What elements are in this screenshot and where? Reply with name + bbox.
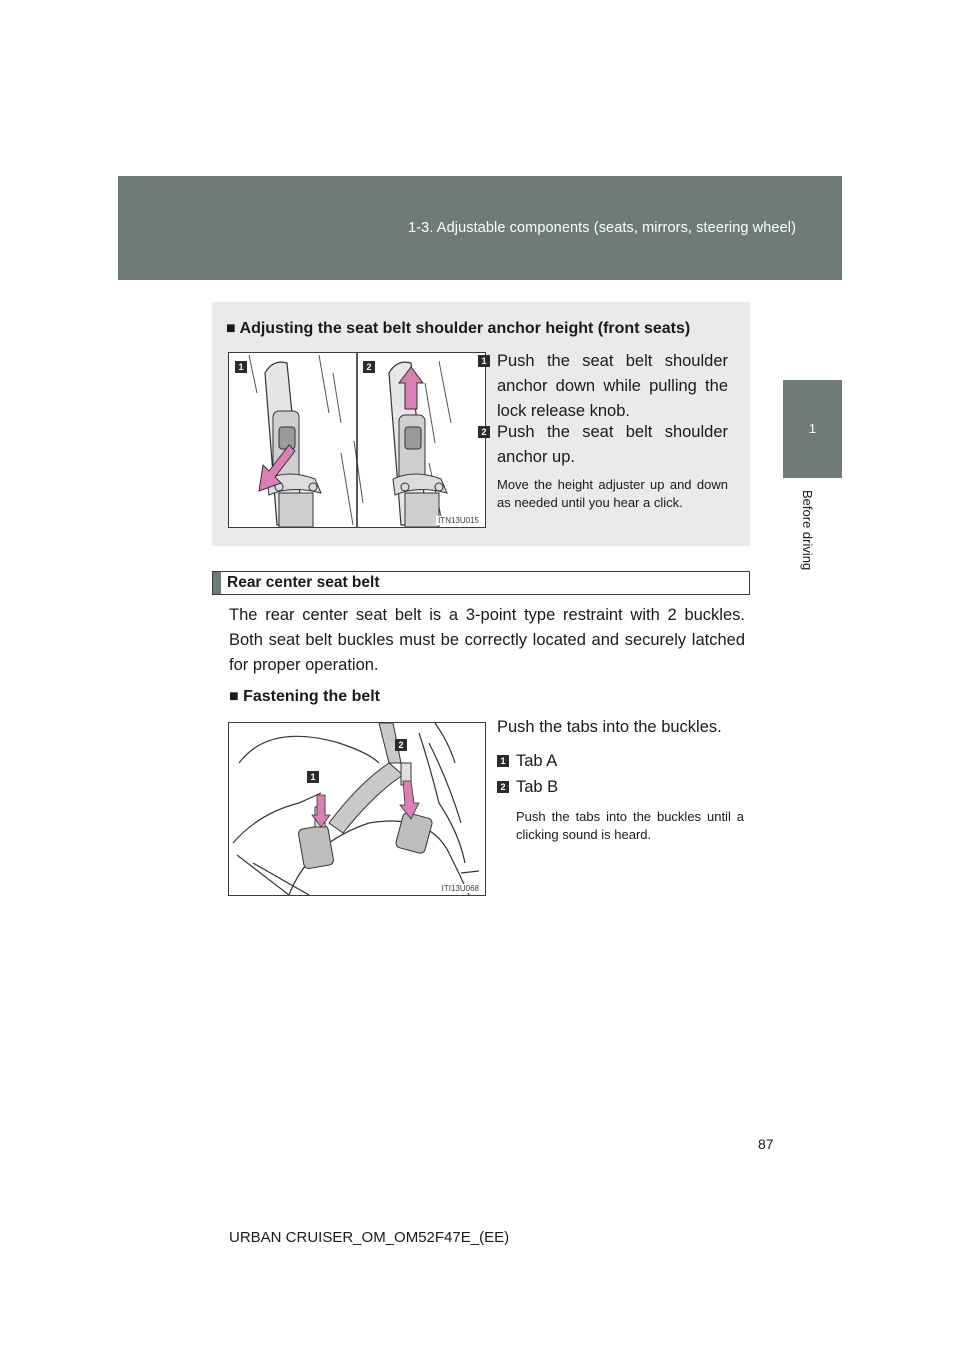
box-step-1 [481, 349, 728, 424]
box-note: Move the height adjuster up and down as needed until you hear a click. [497, 477, 728, 510]
figure-callout-1: 1 [235, 361, 247, 373]
buckle-illustration [229, 723, 485, 895]
seat-belt-anchor-illustration [229, 353, 485, 527]
item-text: Tab A [516, 752, 558, 770]
figure-callout-2: 2 [395, 739, 407, 751]
tab-item-1 [500, 749, 558, 774]
item-badge: 2 [497, 781, 509, 793]
anchor-figure [228, 352, 486, 528]
anchor-height-box [212, 302, 750, 546]
figure-callout-2: 2 [363, 361, 375, 373]
fasten-intro: Push the tabs into the buckles. [497, 718, 722, 736]
box-step-2 [481, 420, 728, 470]
box-heading: ■ Adjusting the seat belt shoulder anchor height (front seats) [226, 320, 691, 337]
chapter-label: Before driving [800, 490, 815, 571]
subheading-fastening: ■ Fastening the belt [229, 688, 381, 705]
header-band [118, 176, 842, 280]
step-badge: 1 [478, 355, 490, 367]
tab-item-2 [500, 775, 559, 800]
step-text: Push the seat belt shoulder anchor down while pulling the lock release knob. [497, 352, 728, 420]
chapter-tab[interactable]: 1 [783, 380, 842, 478]
document-code: URBAN CRUISER_OM_OM52F47E_(EE) [229, 1229, 510, 1246]
buckle-figure [228, 722, 486, 896]
figure-code: ITN13U015 [438, 516, 479, 525]
section-title-bar [212, 571, 750, 595]
item-text: Tab B [516, 778, 559, 796]
step-badge: 2 [478, 426, 490, 438]
section-title: Rear center seat belt [227, 574, 380, 591]
section-accent [213, 572, 221, 594]
breadcrumb: 1-3. Adjustable components (seats, mirrors, steering wheel) [408, 220, 796, 236]
figure-code: ITI13U068 [441, 884, 479, 893]
page-number: 87 [758, 1136, 774, 1152]
step-text: Push the seat belt shoulder anchor up. [497, 423, 728, 466]
figure-callout-1: 1 [307, 771, 319, 783]
section-paragraph: The rear center seat belt is a 3-point type restraint with 2 buckles. Both seat belt buckles must be correctly located and securely latched for proper operation. [229, 606, 745, 674]
fasten-note: Push the tabs into the buckles until a clicking sound is heard. [516, 809, 744, 842]
item-badge: 1 [497, 755, 509, 767]
